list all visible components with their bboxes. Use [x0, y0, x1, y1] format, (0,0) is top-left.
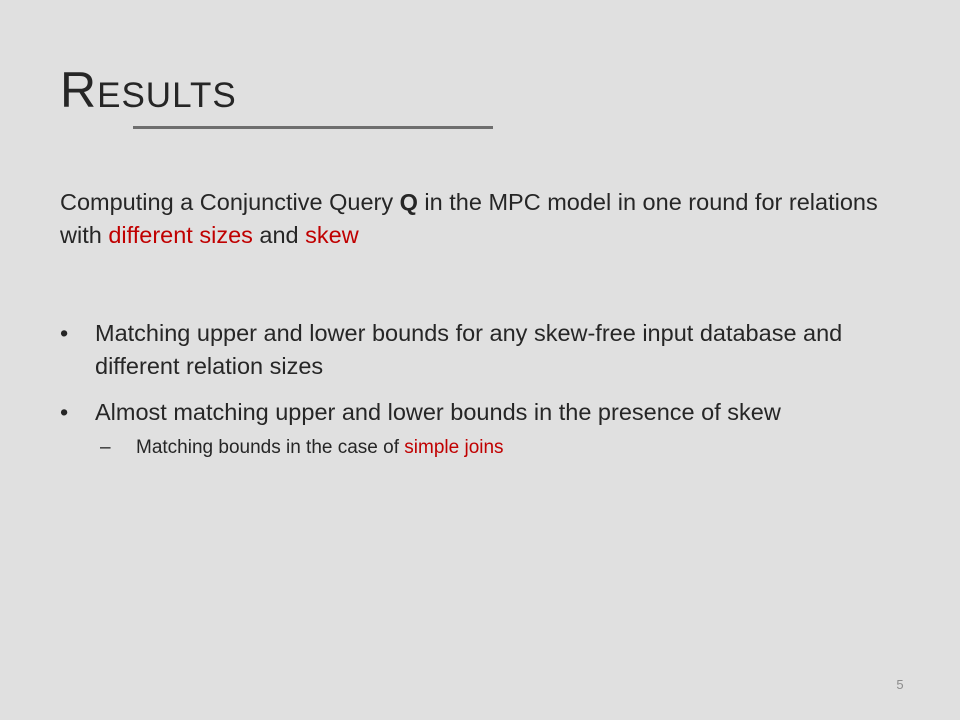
bullet-text: Matching upper and lower bounds for any skew-free input database and different relation sizes	[95, 320, 843, 379]
query-symbol: Q	[399, 189, 418, 215]
intro-paragraph	[60, 186, 900, 252]
highlight-different-sizes: different sizes	[108, 222, 253, 248]
sub-bullet-marker: –	[100, 437, 111, 458]
page-number: 5	[896, 677, 904, 692]
sub-bullet-text: Matching bounds in the case of	[136, 437, 405, 458]
slide-title: Results	[60, 62, 237, 118]
highlight-skew: skew	[305, 222, 359, 248]
bullet-marker: •	[60, 320, 69, 346]
bullet-text: Almost matching upper and lower bounds in the presence of skew	[95, 399, 781, 425]
bullet-item	[60, 317, 900, 383]
bullet-list	[60, 317, 900, 462]
intro-text-2: in the MPC model in one round for relations with	[60, 189, 878, 248]
highlight-simple-joins: simple joins	[404, 437, 504, 458]
title-underline	[133, 126, 493, 129]
intro-text-1: Computing a Conjunctive Query	[60, 189, 400, 215]
intro-text-3: and	[252, 222, 306, 248]
bullet-marker: •	[60, 399, 69, 425]
sub-bullet-item	[100, 434, 900, 462]
bullet-item	[60, 396, 900, 429]
